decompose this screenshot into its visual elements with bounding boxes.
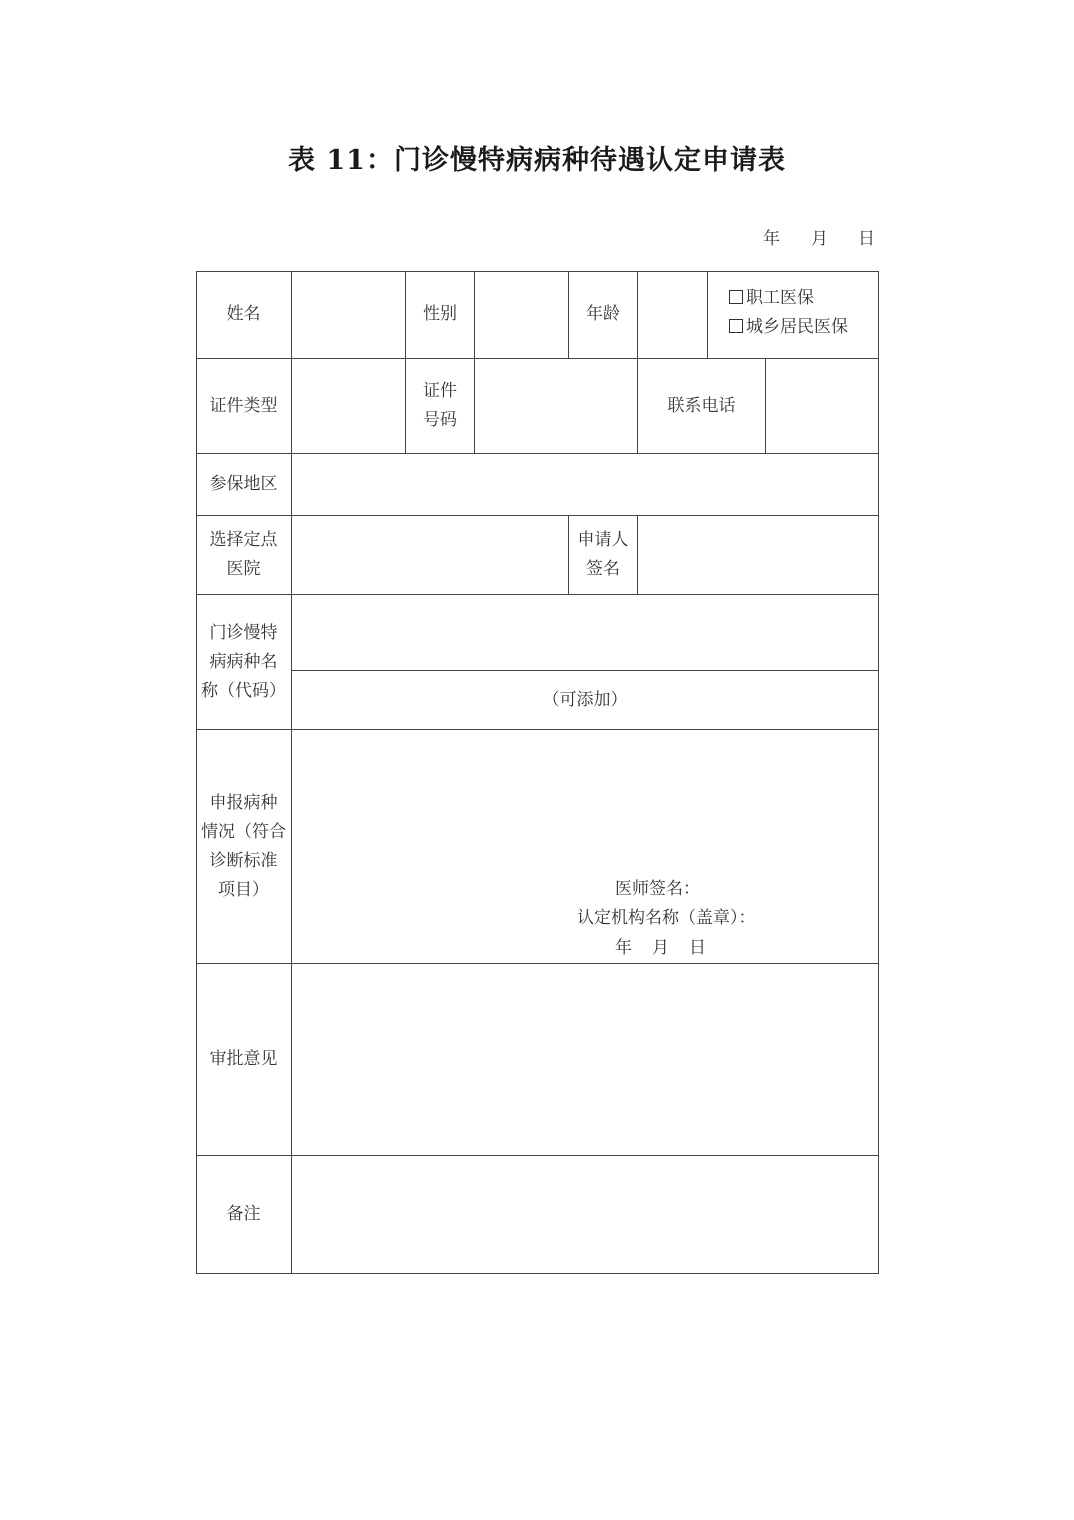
insured-region-field[interactable]	[292, 454, 878, 515]
declaration-date-year: 年	[615, 938, 632, 958]
phone-field[interactable]	[766, 359, 878, 453]
id-number-field[interactable]	[475, 359, 637, 453]
table-border-bottom	[196, 1273, 879, 1274]
age-label: 年龄	[586, 304, 620, 324]
table-border-right	[878, 271, 879, 1274]
employee-insurance-label: 职工医保	[746, 288, 814, 308]
id-type-field[interactable]	[292, 359, 405, 453]
remarks-label: 备注	[226, 1204, 261, 1224]
checkbox-icon	[729, 290, 743, 304]
remarks-field[interactable]	[292, 1156, 878, 1273]
resident-insurance-label: 城乡居民医保	[746, 317, 848, 337]
physician-signature-label: 医师签名：	[615, 879, 700, 899]
insured-region-label: 参保地区	[209, 474, 278, 494]
header-date	[760, 224, 880, 248]
application-form-table	[196, 271, 879, 1274]
age-field[interactable]	[638, 271, 707, 358]
date-year: 年	[763, 229, 780, 249]
checkbox-icon	[729, 319, 743, 333]
approval-field[interactable]	[292, 964, 878, 1155]
employee-insurance-checkbox[interactable]	[729, 284, 814, 313]
institution-name-label: 认定机构名称（盖章）：	[577, 908, 756, 928]
declaration-field[interactable]	[292, 730, 878, 963]
id-type-label: 证件类型	[209, 395, 278, 416]
declaration-label: 申报病种 情况（符合 诊断标准 项目）	[201, 792, 286, 900]
declaration-date	[615, 933, 715, 957]
gender-field[interactable]	[475, 271, 568, 358]
page-title: 表 11：门诊慢特病病种待遇认定申请表	[288, 145, 786, 176]
hospital-field[interactable]	[292, 516, 568, 594]
hospital-label: 选择定点 医院	[209, 530, 278, 579]
id-number-label: 证件 号码	[423, 381, 457, 430]
resident-insurance-checkbox[interactable]	[729, 313, 848, 342]
disease-name-label: 门诊慢特 病病种名 称（代码）	[201, 622, 286, 701]
applicant-signature-label: 申请人 签名	[577, 530, 629, 579]
phone-label: 联系电话	[667, 395, 736, 416]
date-day: 日	[858, 229, 875, 249]
name-field[interactable]	[292, 271, 405, 358]
column-divider	[707, 271, 708, 359]
add-more-row[interactable]: （可添加）	[542, 689, 628, 710]
gender-label: 性别	[423, 304, 457, 324]
date-month: 月	[811, 229, 828, 249]
disease-name-field[interactable]	[292, 595, 878, 670]
approval-label: 审批意见	[209, 1049, 278, 1069]
name-label: 姓名	[226, 304, 261, 324]
declaration-date-month: 月	[652, 938, 669, 958]
applicant-signature-field[interactable]	[638, 516, 878, 594]
declaration-date-day: 日	[689, 938, 706, 958]
